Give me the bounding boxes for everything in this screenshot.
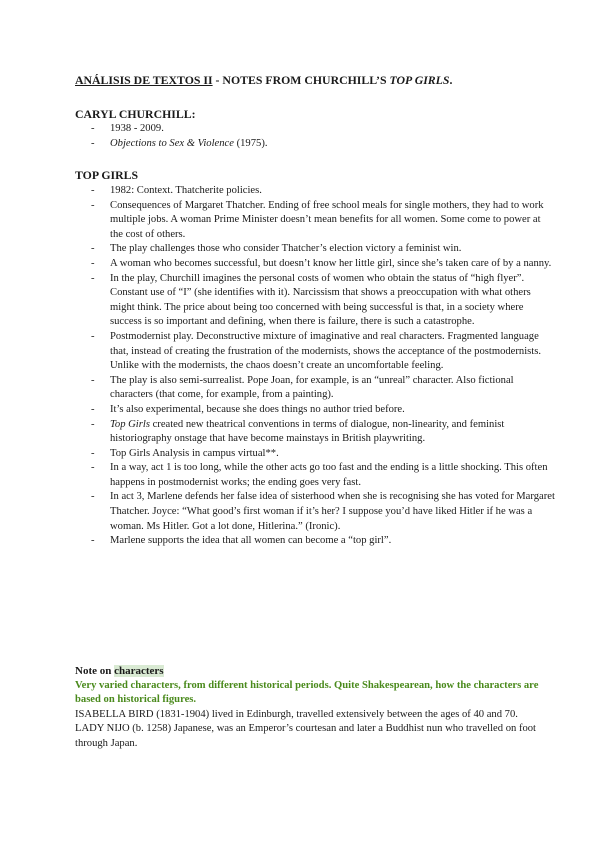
highlighted-word: characters xyxy=(114,665,164,677)
title-end: . xyxy=(449,73,453,87)
list-item: - Consequences of Margaret Thatcher. Ending of free school meals for single mothers, they had to work multiple jobs. A woman Prime Minister doesn’t mean benefits for all women. Some come to power at the cost of others. xyxy=(91,199,544,240)
list-item: - 1982: Context. Thatcherite policies. xyxy=(91,185,262,196)
list-item: - A woman who becomes successful, but doesn’t know her little girl, since she’s taken care of by a nanny. xyxy=(91,257,552,269)
list-item: - Marlene supports the idea that all women can become a “top girl”. xyxy=(91,535,392,547)
document-title xyxy=(75,73,545,88)
section-heading-author: CARYL CHURCHILL: xyxy=(75,107,196,121)
section-heading-top-girls: TOP GIRLS xyxy=(75,168,139,182)
top-girls-list xyxy=(75,184,555,549)
list-item: - The play challenges those who consider Thatcher’s election victory a feminist win. xyxy=(91,243,462,255)
list-item: - Top Girls Analysis in campus virtual**. xyxy=(91,447,279,459)
list-item: - It’s also experimental, because she does things no author tried before. xyxy=(91,403,405,415)
list-item: - In the play, Churchill imagines the personal costs of women who obtain the status of “high flyer”. Constant use of “I” (she identifies with it). Narcissism that shows a preoccupation with what others might think. The price about being too concerned with being successful is that, in a society where success is so important and defining, when there is failure, there is such a catastrophe. xyxy=(91,272,531,328)
list-item: - Postmodernist play. Deconstructive mixture of imaginative and real characters. Fragmented language that, instead of creating the frustration of the modernists, shows the acceptance of the postmodernists. Unlike with the modernists, the chaos doesn’t create an uncomfortable feeling. xyxy=(91,330,541,372)
title-play: TOP GIRLS xyxy=(389,73,450,87)
list-item: - In act 3, Marlene defends her false idea of sisterhood when she is recognising she has voted for Margaret Thatcher. Joyce: “What good’s first woman if it’s her? I suppose you’d have liked Hitler if he was a woman. Ms Hitler. Got a lot done, Hitlerina.” (Ironic). xyxy=(91,491,555,532)
list-item: - Objections to Sex & Violence (1975). xyxy=(91,137,268,149)
notes-heading: Note on characters xyxy=(75,665,164,677)
list-item: - In a way, act 1 is too long, while the other acts go too fast and the ending is a little shocking. This often happens in postmodernist works; the ending goes very fast. xyxy=(91,462,548,488)
title-mid: - NOTES FROM CHURCHILL’S xyxy=(212,73,390,87)
notes-paragraph: ISABELLA BIRD (1831-1904) lived in Edinburgh, travelled extensively between the ages of 40 and 70. xyxy=(75,708,518,720)
author-list xyxy=(75,122,555,151)
notes-paragraph: LADY NIJO (b. 1258) Japanese, was an Emperor’s courtesan and later a Buddhist nun who travelled on foot through Japan. xyxy=(75,723,537,749)
list-item: - Top Girls created new theatrical conventions in terms of dialogue, non-linearity, and feminist historiography onstage that have become mainstays in British playwriting. xyxy=(91,418,505,445)
title-course: ANÁLISIS DE TEXTOS II xyxy=(75,73,213,87)
character-notes xyxy=(75,664,555,752)
list-item: - 1938 - 2009. xyxy=(91,123,164,134)
list-item: - The play is also semi-surrealist. Pope Joan, for example, is an “unreal” character. Also fictional characters (that come, for example, from a painting). xyxy=(91,374,514,401)
notes-summary: Very varied characters, from different historical periods. Quite Shakespearean, how the characters are based on historical figures. xyxy=(75,679,539,706)
